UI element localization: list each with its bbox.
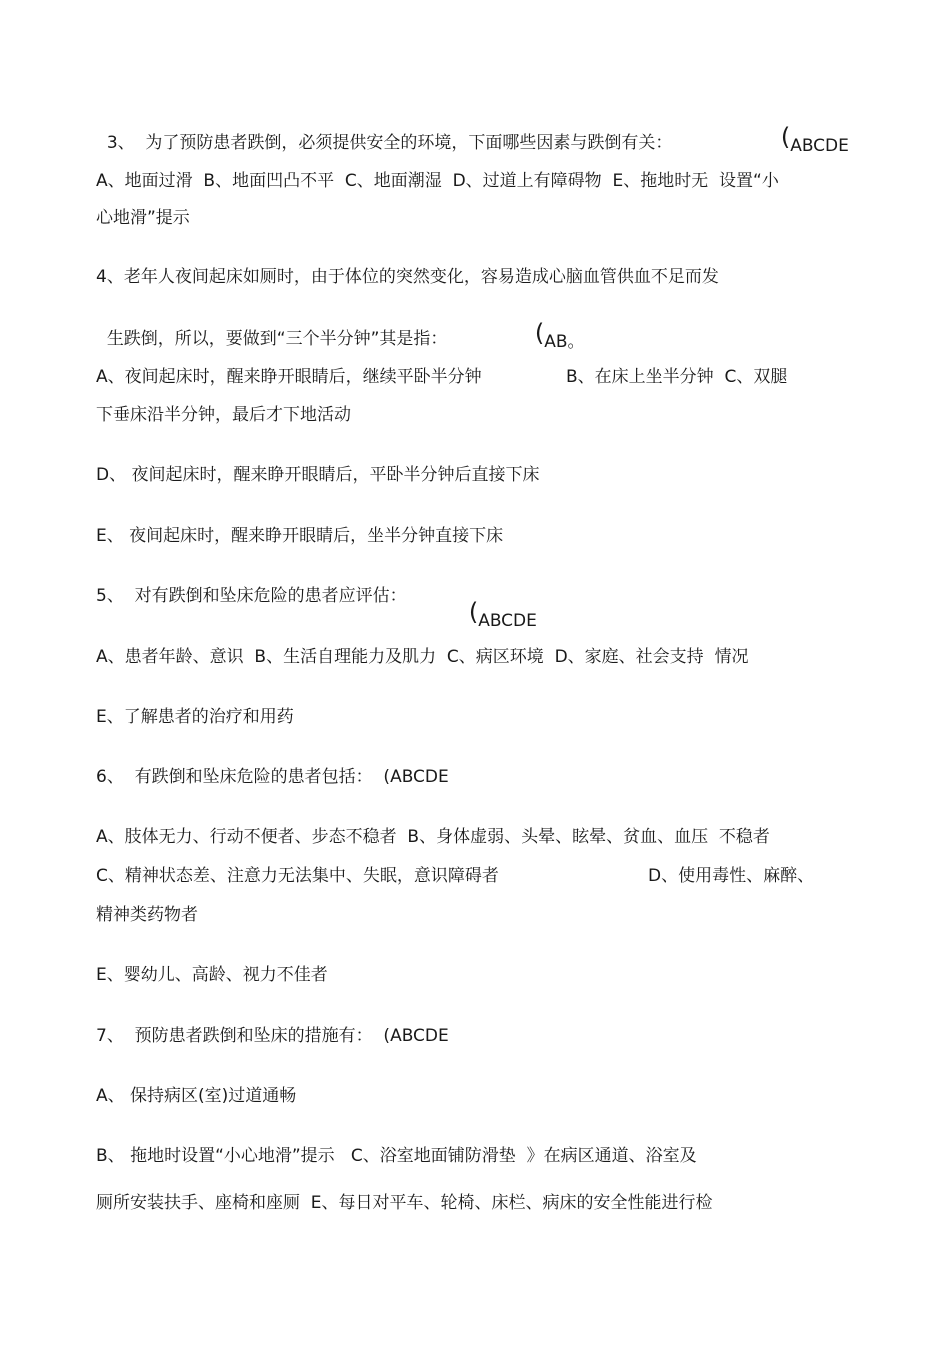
- q3-paren: (: [780, 123, 791, 151]
- q6-option-e: E、婴幼儿、高龄、视力不佳者: [96, 965, 328, 985]
- q4-stem-line2: [96, 306, 447, 350]
- q4-answer: [524, 306, 584, 353]
- q4-options-line1b: B、在床上坐半分钟 C、双腿: [566, 367, 788, 387]
- q4-paren: (: [534, 319, 545, 347]
- q6-options-line3: 精神类药物者: [96, 905, 198, 925]
- q4-option-e: E、 夜间起床时，醒来睁开眼睛后，坐半分钟直接下床: [96, 526, 504, 546]
- q4-stem-line1: 4、老年人夜间起床如厕时，由于体位的突然变化，容易造成心脑血管供血不足而发: [96, 267, 719, 287]
- q4-option-d: D、 夜间起床时，醒来睁开眼睛后，平卧半分钟后直接下床: [96, 465, 540, 485]
- q4-options-line1a: A、夜间起床时，醒来睁开眼睛后，继续平卧半分钟: [96, 367, 482, 387]
- q5-option-e: E、了解患者的治疗和用药: [96, 707, 294, 727]
- q4-options-line2: 下垂床沿半分钟，最后才下地活动: [96, 405, 351, 425]
- q4-stem-line2-text: 生跌倒，所以，要做到“三个半分钟”其是指：: [106, 329, 448, 349]
- q7-options-b-line2: 厕所安装扶手、座椅和座厕 E、每日对平车、轮椅、床栏、病床的安全性能进行检: [96, 1193, 713, 1213]
- q6-options-line2a: C、精神状态差、注意力无法集中、失眠，意识障碍者: [96, 866, 499, 886]
- q3-stem: [96, 110, 672, 154]
- q3-answer: [770, 110, 849, 157]
- q7-option-a: A、 保持病区(室)过道通畅: [96, 1086, 297, 1106]
- q6-options-line2b: D、使用毒性、麻醉、: [648, 866, 815, 886]
- q7-options-b-line1: B、 拖地时设置“小心地滑”提示 C、浴室地面铺防滑垫 》在病区通道、浴室及: [96, 1146, 697, 1166]
- q3-options-line1: A、地面过滑 B、地面凹凸不平 C、地面潮湿 D、过道上有障碍物 E、拖地时无 设置“小: [96, 171, 779, 191]
- q5-options-line1: A、患者年龄、意识 B、生活自理能力及肌力 C、病区环境 D、家庭、社会支持 情况: [96, 647, 749, 667]
- q5-stem: 5、 对有跌倒和坠床危险的患者应评估：: [96, 586, 407, 606]
- q4-answer-text: AB。: [544, 332, 585, 352]
- q3-answer-text: ABCDE: [790, 136, 849, 156]
- q6-stem: 6、 有跌倒和坠床危险的患者包括： (ABCDE: [96, 767, 449, 787]
- q5-answer-text: ABCDE: [478, 611, 537, 631]
- q3-options-line2: 心地滑”提示: [96, 208, 190, 228]
- q5-answer: [458, 585, 537, 632]
- q6-options-line1: A、肢体无力、行动不便者、步态不稳者 B、身体虚弱、头晕、眩晕、贫血、血压 不稳者: [96, 827, 770, 847]
- q7-stem: 7、 预防患者跌倒和坠床的措施有： (ABCDE: [96, 1026, 449, 1046]
- q3-stem-text: 3、 为了预防患者跌倒，必须提供安全的环境，下面哪些因素与跌倒有关：: [106, 133, 673, 153]
- q5-paren: (: [468, 598, 479, 626]
